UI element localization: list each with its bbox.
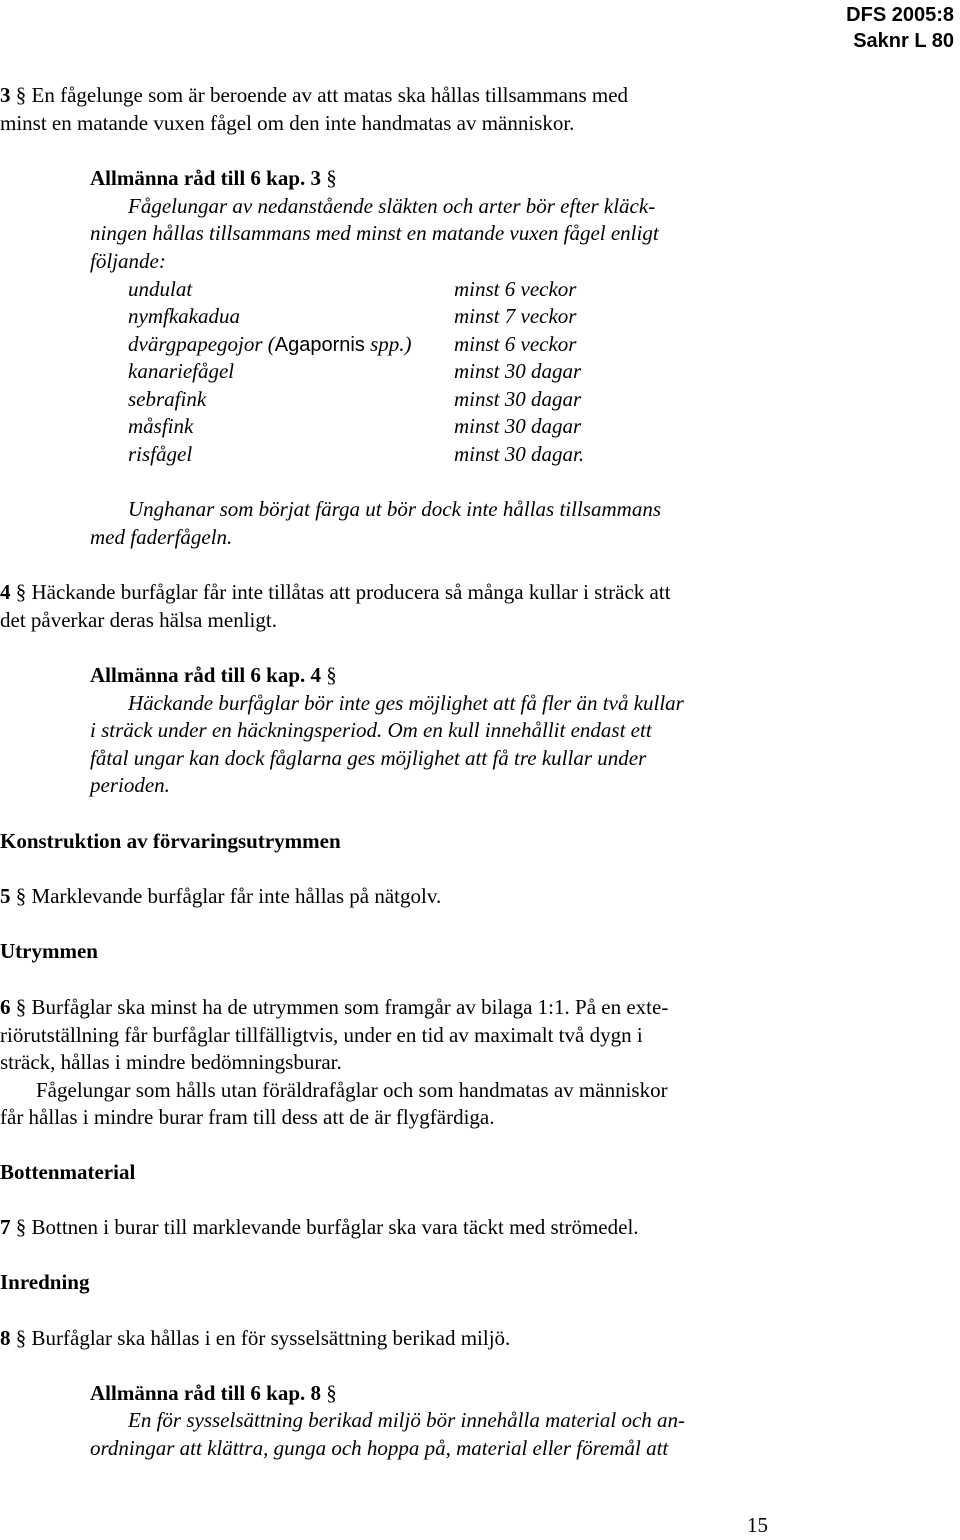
bird-duration: minst 30 dagar: [454, 359, 582, 383]
section-symbol: §: [15, 884, 27, 908]
section-7: [0, 1214, 770, 1242]
heading-bottenmaterial: Bottenmaterial: [0, 1160, 136, 1184]
bird-name: undulat: [128, 277, 193, 301]
bird-duration: minst 7 veckor: [454, 304, 577, 328]
section-symbol: §: [15, 1215, 27, 1239]
section-text: Häckande burfåglar får inte tillåtas att producera så många kullar i sträck att: [31, 580, 671, 604]
section-text: Burfåglar ska minst ha de utrymmen som framgår av bilaga 1:1. På en exte-: [31, 995, 669, 1019]
page-number: 15: [747, 1513, 768, 1537]
heading-inredning: Inredning: [0, 1270, 90, 1294]
document-header: [846, 2, 954, 54]
advice-4-text: Häckande burfåglar bör inte ges möjlighet att få fler än två kullar: [128, 691, 684, 715]
section-number: 3: [0, 83, 11, 107]
section-text: Burfåglar ska hållas i en för sysselsättning berikad miljö.: [31, 1326, 511, 1350]
case-number: Saknr L 80: [853, 30, 954, 52]
heading-konstruktion: Konstruktion av förvaringsutrymmen: [0, 829, 341, 853]
section-number: 5: [0, 884, 11, 908]
section-text: det påverkar deras hälsa menligt.: [0, 607, 277, 632]
bird-row: [128, 386, 582, 414]
bird-duration: minst 30 dagar.: [454, 442, 585, 466]
section-text: Bottnen i burar till marklevande burfåglar ska vara täckt med strömedel.: [31, 1215, 639, 1239]
bird-duration: minst 30 dagar: [454, 414, 582, 438]
bird-row: [128, 358, 582, 386]
section-symbol: §: [326, 166, 337, 190]
advice-title-3: Allmänna råd till 6 kap. 3 §: [90, 166, 337, 190]
bird-row: [128, 413, 582, 441]
advice-3-note-cont: med faderfågeln.: [90, 525, 233, 549]
section-6: [0, 994, 770, 1132]
heading-utrymmen: Utrymmen: [0, 939, 98, 963]
section-4: [0, 579, 770, 634]
bird-duration: minst 6 veckor: [454, 332, 577, 356]
bird-name: kanariefågel: [128, 359, 235, 383]
bird-name: sebrafink: [128, 387, 207, 411]
section-symbol: §: [326, 1381, 337, 1405]
section-number: 8: [0, 1326, 11, 1350]
section-number: 6: [0, 995, 11, 1019]
advice-3-intro-cont: ningen hållas tillsammans med minst en matande vuxen fågel enligt följande:: [90, 221, 659, 273]
section-text: En fågelunge som är beroende av att matas ska hållas tillsammans med: [31, 83, 629, 107]
section-3: [0, 82, 770, 137]
section-text: riörutställning får burfåglar tillfälligtvis, under en tid av maximalt två dygn i: [0, 1022, 643, 1047]
bird-name: dvärgpapegojor (Agapornis spp.): [128, 332, 412, 356]
document-id: DFS 2005:8: [846, 4, 954, 26]
section-symbol: §: [15, 580, 27, 604]
section-text: minst en matande vuxen fågel om den inte handmatas av människor.: [0, 110, 575, 135]
advice-3-intro: Fågelungar av nedanstående släkten och arter bör efter kläck-: [128, 194, 656, 218]
bird-row: [128, 303, 577, 331]
section-number: 7: [0, 1215, 11, 1239]
advice-8-text: En för sysselsättning berikad miljö bör innehålla material och an-: [128, 1408, 686, 1432]
section-text: får hållas i mindre burar fram till dess att de är flygfärdiga.: [0, 1105, 495, 1129]
section-symbol: §: [15, 83, 27, 107]
section-5: [0, 883, 770, 911]
advice-title-4: Allmänna råd till 6 kap. 4 §: [90, 663, 337, 687]
advice-3-note: Unghanar som börjat färga ut bör dock inte hållas tillsammans: [128, 497, 661, 521]
section-number: 4: [0, 580, 11, 604]
bird-row: [128, 441, 585, 469]
bird-name: måsfink: [128, 414, 194, 438]
advice-8-text-cont: ordningar att klättra, gunga och hoppa på, material eller föremål att: [90, 1436, 669, 1460]
section-symbol: §: [326, 663, 337, 687]
bird-name: nymfkakadua: [128, 304, 240, 328]
section-8: [0, 1325, 770, 1353]
bird-name: risfågel: [128, 442, 193, 466]
section-text: Fågelungar som hålls utan föräldrafåglar och som handmatas av människor: [36, 1077, 668, 1102]
section-symbol: §: [15, 995, 27, 1019]
bird-duration: minst 6 veckor: [454, 277, 577, 301]
bird-row: [128, 276, 577, 304]
section-text: Marklevande burfåglar får inte hållas på nätgolv.: [31, 884, 442, 908]
advice-4-text-cont: i sträck under en häckningsperiod. Om en kull innehållit endast ett fåtal ungar kan dock fåglarna ges möjlighet att få tre kullar under perioden.: [90, 718, 652, 797]
bird-row: [128, 331, 577, 360]
advice-title-8: Allmänna råd till 6 kap. 8 §: [90, 1381, 337, 1405]
section-symbol: §: [15, 1326, 27, 1350]
bird-duration: minst 30 dagar: [454, 387, 582, 411]
section-text: sträck, hållas i mindre bedömningsburar.: [0, 1050, 342, 1074]
